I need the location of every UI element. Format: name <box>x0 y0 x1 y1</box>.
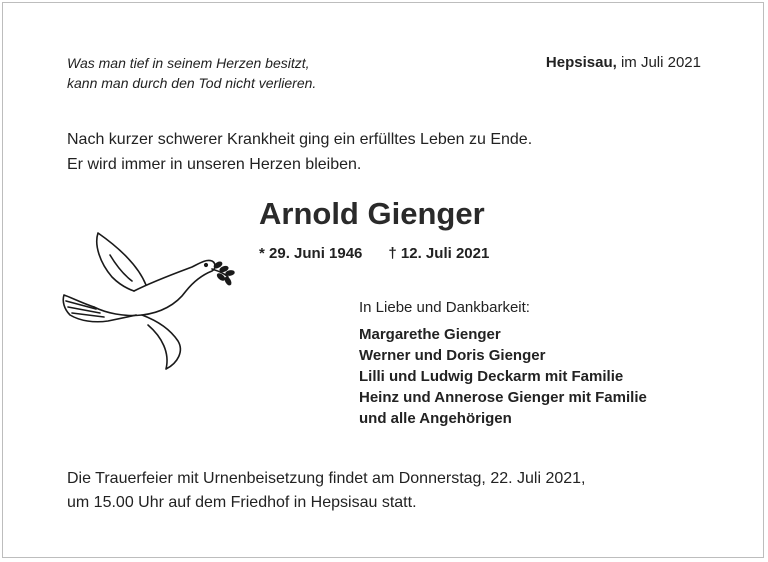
mourner-name: Lilli und Ludwig Deckarm mit Familie <box>359 368 624 385</box>
intro-line-2: Er wird immer in unseren Herzen bleiben. <box>67 156 362 173</box>
intro-text <box>67 127 532 177</box>
quote-line-1: Was man tief in seinem Herzen besitzt, <box>67 55 310 71</box>
mourner-name: und alle Angehörigen <box>359 410 512 427</box>
deceased-name: Arnold Gienger <box>259 196 485 231</box>
funeral-line-1: Die Trauerfeier mit Urnenbeisetzung findet am Donnerstag, 22. Juli 2021, <box>67 470 586 487</box>
mourners-block <box>359 297 647 429</box>
place-name: Hepsisau, <box>545 54 617 71</box>
intro-line-1: Nach kurzer schwerer Krankheit ging ein erfülltes Leben zu Ende. <box>67 131 533 148</box>
mourner-name: Werner und Doris Gienger <box>359 347 546 364</box>
mourner-name: Heinz und Annerose Gienger mit Familie <box>359 389 647 406</box>
memorial-quote <box>67 53 316 93</box>
quote-line-2: kann man durch den Tod nicht verlieren. <box>67 75 317 91</box>
birth-date: * 29. Juni 1946 <box>259 245 363 262</box>
life-dates <box>259 243 489 265</box>
funeral-line-2: um 15.00 Uhr auf dem Friedhof in Hepsisau statt. <box>67 494 417 511</box>
thanks-heading: In Liebe und Dankbarkeit: <box>359 299 530 316</box>
place-and-date <box>546 53 701 73</box>
dove-with-olive-branch-icon <box>58 225 238 375</box>
notice-date: im Juli 2021 <box>620 54 701 71</box>
mourner-name: Margarethe Gienger <box>359 326 501 343</box>
death-date: † 12. Juli 2021 <box>388 245 490 262</box>
funeral-info <box>67 467 586 515</box>
